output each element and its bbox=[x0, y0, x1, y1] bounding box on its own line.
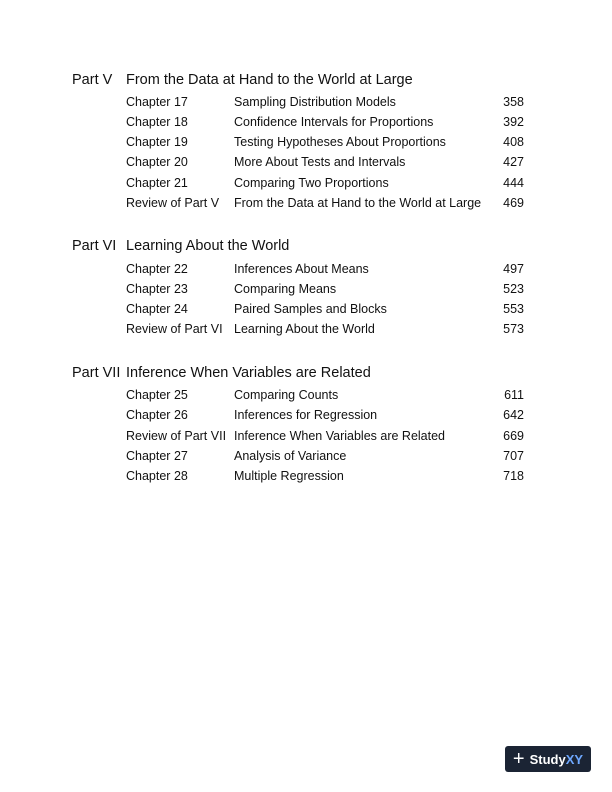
toc-row bbox=[126, 429, 524, 445]
chapter-label: Chapter 26 bbox=[126, 408, 188, 422]
page-number: 611 bbox=[504, 388, 524, 402]
toc-row bbox=[126, 449, 524, 465]
plus-icon: + bbox=[512, 748, 525, 770]
chapter-label: Chapter 28 bbox=[126, 469, 188, 483]
chapter-label: Chapter 18 bbox=[126, 115, 188, 129]
studyxy-logo[interactable] bbox=[505, 746, 591, 772]
chapter-label: Chapter 22 bbox=[126, 262, 188, 276]
toc-row bbox=[126, 196, 524, 212]
toc-row bbox=[126, 176, 524, 192]
page-number: 669 bbox=[503, 429, 524, 443]
page-number: 392 bbox=[503, 115, 524, 129]
toc-row bbox=[126, 155, 524, 171]
toc-row bbox=[126, 95, 524, 111]
part-heading bbox=[72, 365, 371, 381]
chapter-title: Learning About the World bbox=[234, 322, 375, 336]
chapter-label: Review of Part VII bbox=[126, 429, 227, 443]
toc-row bbox=[126, 408, 524, 424]
chapter-title: Inferences About Means bbox=[234, 262, 369, 276]
brand-name: Study bbox=[529, 751, 566, 767]
part-title: Learning About the World bbox=[126, 238, 290, 254]
part-label: Part VII bbox=[72, 365, 121, 381]
page-number: 444 bbox=[503, 176, 524, 190]
page-number: 642 bbox=[503, 408, 524, 422]
toc-row bbox=[126, 388, 524, 404]
chapter-label: Review of Part VI bbox=[126, 322, 223, 336]
chapter-title: Comparing Counts bbox=[234, 388, 339, 402]
chapter-title: Paired Samples and Blocks bbox=[234, 302, 387, 316]
chapter-label: Chapter 25 bbox=[126, 388, 188, 402]
chapter-label: Chapter 20 bbox=[126, 155, 188, 169]
page-number: 523 bbox=[503, 282, 524, 296]
chapter-title: More About Tests and Intervals bbox=[234, 155, 406, 169]
toc-row bbox=[126, 115, 524, 131]
brand-suffix: XY bbox=[565, 751, 584, 767]
chapter-title: Sampling Distribution Models bbox=[234, 95, 396, 109]
chapter-title: Inference When Variables are Related bbox=[234, 429, 445, 443]
page-number: 358 bbox=[503, 95, 524, 109]
chapter-title: Analysis of Variance bbox=[234, 449, 347, 463]
toc-row bbox=[126, 302, 524, 318]
chapter-title: From the Data at Hand to the World at Large bbox=[234, 196, 482, 210]
toc-row bbox=[126, 469, 524, 485]
part-heading bbox=[72, 238, 289, 254]
chapter-title: Testing Hypotheses About Proportions bbox=[234, 135, 446, 149]
chapter-label: Chapter 24 bbox=[126, 302, 188, 316]
page-number: 469 bbox=[503, 196, 524, 210]
toc-row bbox=[126, 282, 524, 298]
chapter-title: Inferences for Regression bbox=[234, 408, 378, 422]
part-label: Part VI bbox=[72, 238, 117, 254]
page-number: 573 bbox=[503, 322, 524, 336]
chapter-title: Multiple Regression bbox=[234, 469, 344, 483]
page-number: 497 bbox=[503, 262, 524, 276]
page-number: 408 bbox=[503, 135, 524, 149]
chapter-title: Comparing Means bbox=[234, 282, 337, 296]
page-number: 553 bbox=[503, 302, 524, 316]
part-heading bbox=[72, 72, 413, 88]
toc-row bbox=[126, 262, 524, 278]
page-number: 707 bbox=[503, 449, 524, 463]
toc-row bbox=[126, 135, 524, 151]
chapter-title: Confidence Intervals for Proportions bbox=[234, 115, 434, 129]
part-label: Part V bbox=[72, 72, 113, 88]
part-title: Inference When Variables are Related bbox=[126, 365, 371, 381]
part-title: From the Data at Hand to the World at Large bbox=[126, 72, 413, 88]
toc-row bbox=[126, 322, 524, 338]
chapter-label: Chapter 17 bbox=[126, 95, 188, 109]
page-number: 718 bbox=[503, 469, 524, 483]
page-number: 427 bbox=[503, 155, 524, 169]
chapter-label: Chapter 27 bbox=[126, 449, 188, 463]
chapter-label: Chapter 21 bbox=[126, 176, 188, 190]
chapter-label: Review of Part V bbox=[126, 196, 220, 210]
chapter-title: Comparing Two Proportions bbox=[234, 176, 389, 190]
chapter-label: Chapter 19 bbox=[126, 135, 188, 149]
chapter-label: Chapter 23 bbox=[126, 282, 188, 296]
